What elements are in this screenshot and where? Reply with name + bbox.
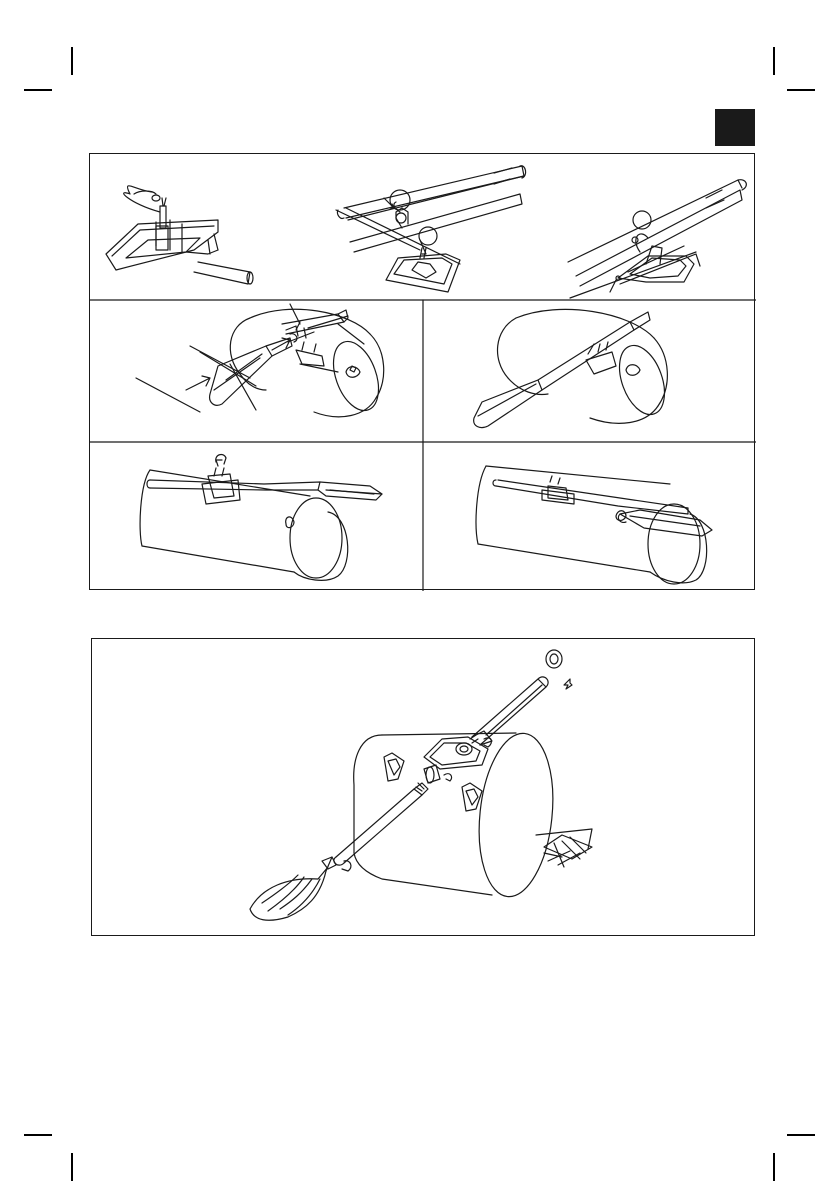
figure-bottom-frame: [91, 638, 755, 936]
crop-mark-bottom-left-vertical: [71, 1153, 73, 1181]
step-3-illustration: [568, 180, 746, 298]
upper-shaft: [470, 677, 548, 745]
figure-top-frame: [89, 153, 755, 590]
end-cap: [546, 650, 562, 668]
oarlock-base: [424, 737, 488, 769]
step-7-illustration: [476, 466, 712, 584]
figure-bottom-drawing: [92, 639, 756, 937]
tube-body: [354, 730, 592, 901]
callout-line-tip: [338, 324, 364, 344]
paddle-blade: [250, 857, 336, 920]
step-4-illustration: [136, 304, 387, 417]
step-5-illustration: [474, 309, 673, 427]
lower-shaft: [334, 783, 428, 865]
callout-line-shaft-2: [230, 364, 256, 410]
callout-line-blade: [136, 378, 200, 412]
crop-mark-top-right-horizontal: [787, 89, 815, 91]
step-6-illustration: [140, 455, 382, 581]
crop-mark-top-right-vertical: [773, 47, 775, 75]
crop-mark-bottom-right-horizontal: [787, 1134, 815, 1136]
callout-line-shaft: [190, 346, 250, 378]
figure-top-drawing: [90, 154, 756, 591]
crop-mark-top-left-horizontal: [24, 89, 52, 91]
callout-line-pin: [290, 304, 300, 324]
step-2-illustration: [336, 166, 526, 292]
rotate-arrow-connector: [444, 774, 452, 781]
crop-mark-bottom-right-vertical: [773, 1153, 775, 1181]
crop-mark-bottom-left-horizontal: [24, 1134, 52, 1136]
language-tab: [715, 109, 755, 146]
rotate-arrow-lower: [342, 861, 351, 871]
arrow-cap: [564, 679, 572, 689]
crop-mark-top-left-vertical: [71, 47, 73, 75]
step-1-illustration: [106, 186, 253, 284]
